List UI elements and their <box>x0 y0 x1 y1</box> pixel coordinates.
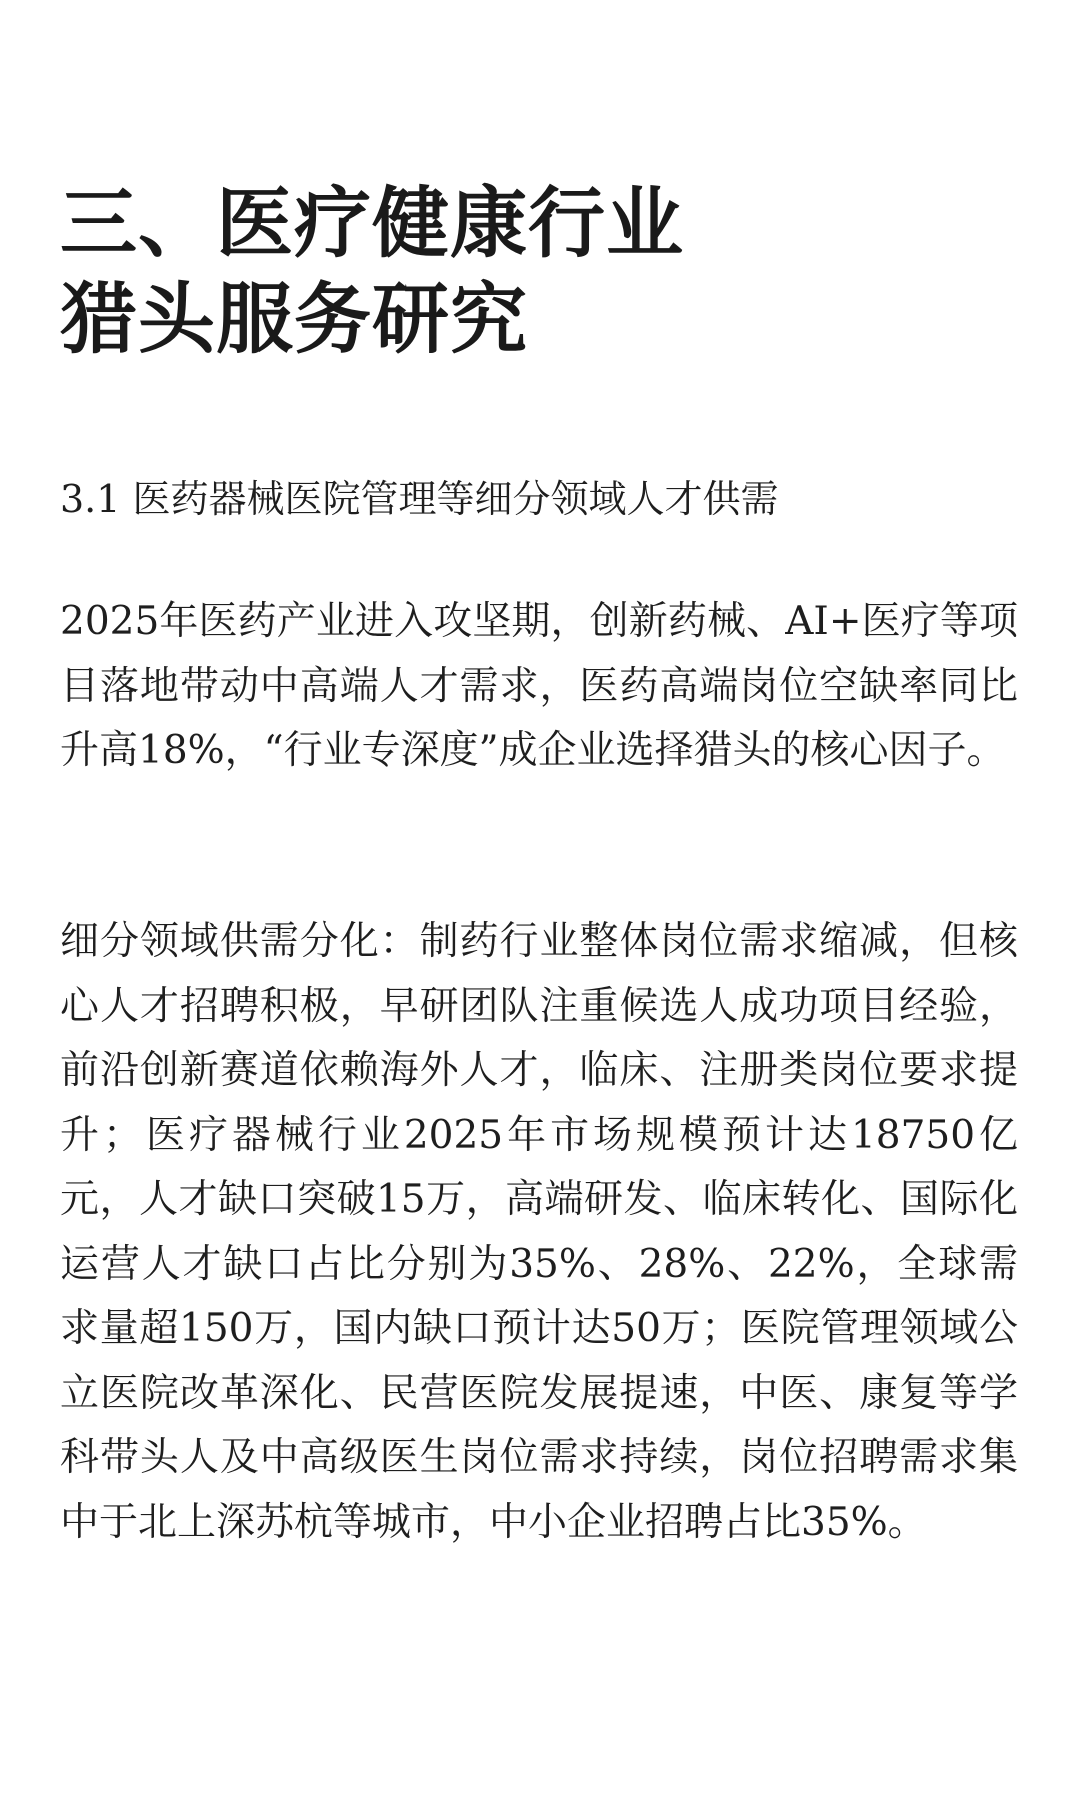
section-title-line-2: 猎头服务研究 <box>60 275 528 365</box>
section-title-line-1: 三、医疗健康行业 <box>60 179 684 269</box>
paragraph-segments: 细分领域供需分化：制药行业整体岗位需求缩减，但核心人才招聘积极，早研团队注重候选人成功项目经验，前沿创新赛道依赖海外人才，临床、注册类岗位要求提升；医疗器械行业2025年市场规模预计达18750亿元，人才缺口突破15万，高端研发、临床转化、国际化运营人才缺口占比分别为35%、28%、22%，全球需求量超150万，国内缺口预计达50万；医院管理领域公立医院改革深化、民营医院发展提速，中医、康复等学科带头人及中高级医生岗位需求持续，岗位招聘需求集中于北上深苏杭等城市，中小企业招聘占比35%。 <box>60 919 1018 1545</box>
subsection-heading: 3.1 医药器械医院管理等细分领域人才供需 <box>60 477 779 521</box>
paragraph-intro: 2025年医药产业进入攻坚期，创新药械、AI+医疗等项目落地带动中高端人才需求，医药高端岗位空缺率同比升高18%，“行业专深度”成企业选择猎头的核心因子。 <box>60 599 1018 773</box>
section-title <box>60 176 684 368</box>
document-page <box>60 0 1018 1800</box>
